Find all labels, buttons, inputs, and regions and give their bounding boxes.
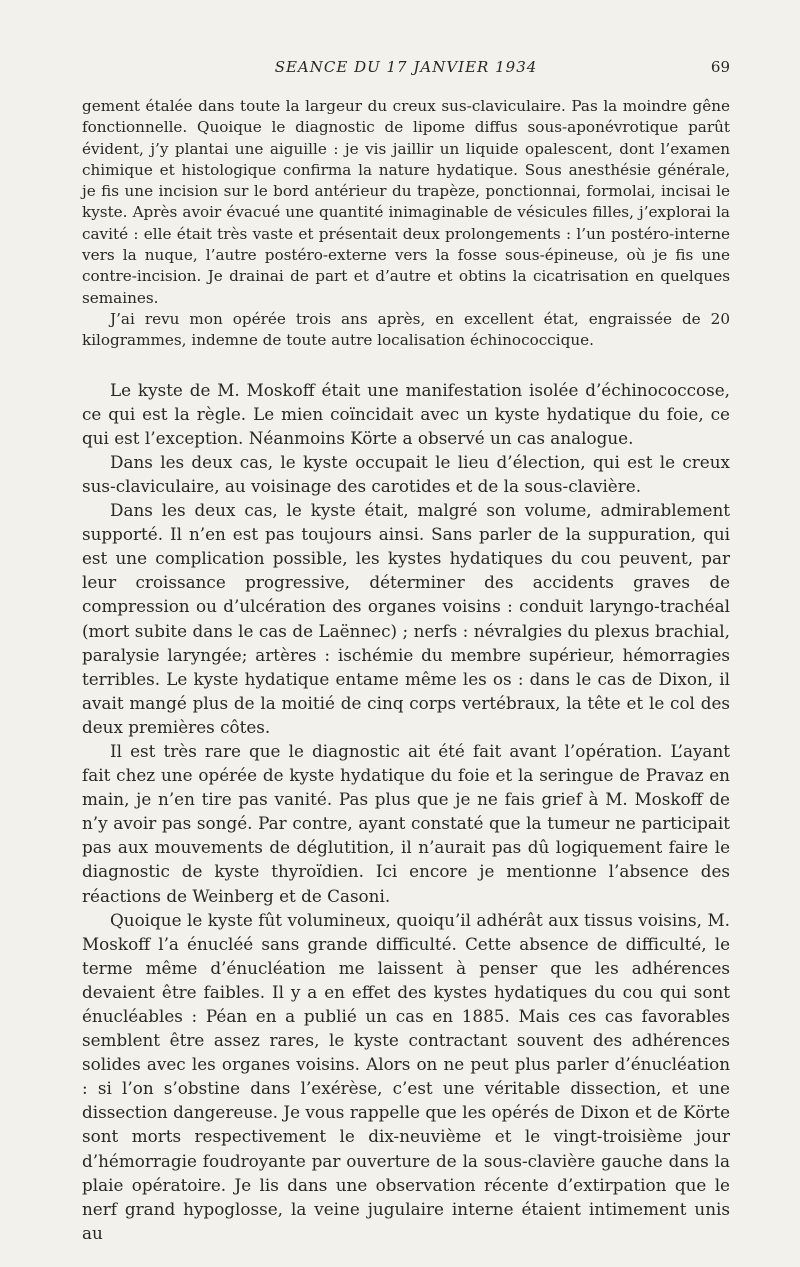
body-paragraph: Dans les deux cas, le kyste était, malgré son volume, admirablement supporté. Il n’en est pas toujours ainsi. Sans parler de la suppuration, qui est une complication possible, les kystes hydatiques du cou peuvent, par leur croissance progressive, déterminer des accidents graves de compression ou d’ulcération des organes voisins : conduit laryngo-trachéal (mort subite dans le cas de Laënnec) ; nerfs : névralgies du plexus brachial, paralysie laryngée; artères : ischémie du membre supérieur, hémorragies terribles. Le kyste hydatique entame même les os : dans le cas de Dixon, il avait mangé plus de la moitié de cinq corps vertébraux, la tête et le col des deux premières côtes. (82, 500, 730, 737)
quoted-observation (82, 96, 730, 352)
body-paragraph: Le kyste de M. Moskoff était une manifestation isolée d’échinococcose, ce qui est la règle. Le mien coïncidait avec un kyste hydatique du foie, ce qui est l’exception. Néanmoins Körte a observé un cas analogue. (82, 379, 730, 448)
body-paragraph: Dans les deux cas, le kyste occupait le lieu d’élection, qui est le creux sus-claviculaire, au voisinage des carotides et de la sous-clavière. (82, 451, 730, 496)
page-number: 69 (710, 58, 730, 76)
quote-paragraph: J’ai revu mon opérée trois ans après, en excellent état, engraissée de 20 kilogrammes, indemne de toute autre localisation échinococcique. (82, 309, 730, 350)
body-paragraph: Quoique le kyste fût volumineux, quoiqu’il adhérât aux tissus voisins, M. Moskoff l’a énucléé sans grande difficulté. Cette absence de difficulté, le terme même d’énucléation me laissent à penser que les adhérences devaient être faibles. Il y a en effet des kystes hydatiques du cou qui sont énucléables : Péan en a publié un cas en 1885. Mais ces cas favorables semblent être assez rares, le kyste contractant souvent des adhérences solides avec les organes voisins. Alors on ne peut plus parler d’énucléation : si l’on s’obstine dans l’exérèse, c’est une véritable dissection, et une dissection dangereuse. Je vous rappelle que les opérés de Dixon et de Körte sont morts respectivement le dix-neuvième et le vingt-troisième jour d’hémorragie foudroyante par ouverture de la sous-clavière gauche dans la plaie opératoire. Je lis dans une observation récente d’extirpation que le nerf grand hypoglosse, la veine jugulaire interne étaient intimement unis au (82, 909, 730, 1243)
main-text (82, 378, 730, 1245)
page-header (82, 58, 730, 84)
running-head: SEANCE DU 17 JANVIER 1934 (274, 58, 538, 76)
body-paragraph: Il est très rare que le diagnostic ait été fait avant l’opération. L’ayant fait chez une opérée de kyste hydatique du foie et la seringue de Pravaz en main, je n’en tire pas vanité. Pas plus que je ne fais grief à M. Moskoff de n’y avoir pas songé. Par contre, ayant constaté que la tumeur ne participait pas aux mouvements de déglutition, il n’aurait pas dû logiquement faire le diagnostic de kyste thyroïdien. Ici encore je mentionne l’absence des réactions de Weinberg et de Casoni. (82, 740, 730, 906)
quote-paragraph: gement étalée dans toute la largeur du creux sus-claviculaire. Pas la moindre gêne fonctionnelle. Quoique le diagnostic de lipome diffus sous-aponévrotique parût évident, j’y plantai une aiguille : je vis jaillir un liquide opalescent, dont l’examen chimique et histologique confirma la nature hydatique. Sous anesthésie générale, je fis une incision sur le bord antérieur du trapèze, ponctionnai, formolai, incisai le kyste. Après avoir évacué une quantité inimaginable de vésicules filles, j’explorai la cavité : elle était très vaste et présentait deux prolongements : l’un postéro-interne vers la nuque, l’autre postéro-externe vers la fosse sous-épineuse, où je fis une contre-incision. Je drainai de part et d’autre et obtins la cicatrisation en quelques semaines. (82, 97, 730, 307)
